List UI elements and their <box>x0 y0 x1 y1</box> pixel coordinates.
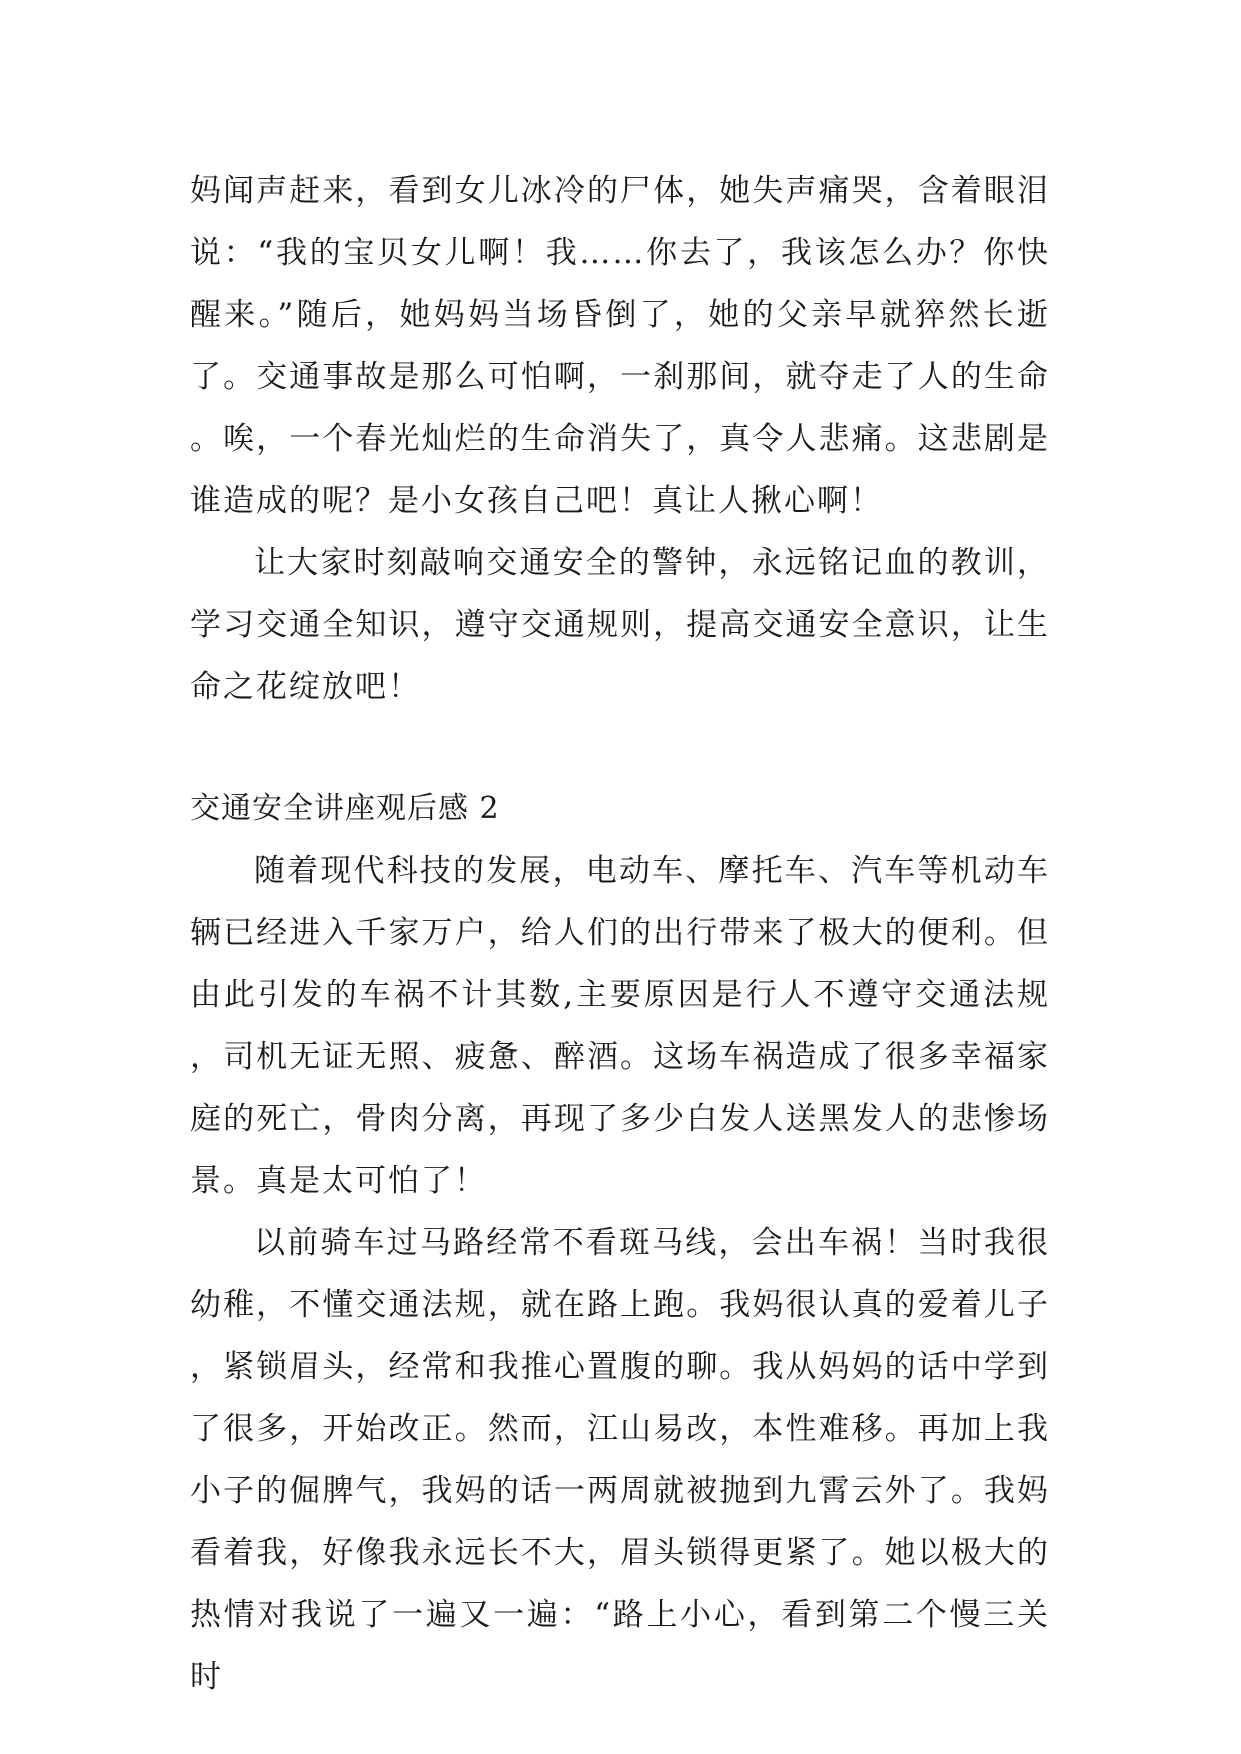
section-title: 交通安全讲座观后感 2 <box>190 791 500 826</box>
paragraph-closing: 让大家时刻敲响交通安全的警钟，永远铭记血的教训，学习交通全知识，遵守交通规则，提高交通安全意识，让生命之花绽放吧！ <box>190 545 1050 705</box>
paragraph-2: 以前骑车过马路经常不看斑马线，会出车祸！当时我很幼稚，不懂交通法规，就在路上跑。我妈很认真的爱着儿子，紧锁眉头，经常和我推心置腹的聊。我从妈妈的话中学到了很多，开始改正。然而，江山易改，本性难移。再加上我小子的倔脾气，我妈的话一两周就被抛到九霄云外了。我妈看着我，好像我永远长不大，眉头锁得更紧了。她以极大的热情对我说了一遍又一遍：“路上小心，看到第二个慢三关时 <box>190 1225 1050 1695</box>
document-body <box>190 160 1050 1708</box>
paragraph-continued: 妈闻声赶来，看到女儿冰冷的尸体，她失声痛哭，含着眼泪说：“我的宝贝女儿啊！我……你去了，我该怎么办？你快醒来。”随后，她妈妈当场昏倒了，她的父亲早就猝然长逝了。交通事故是那么可怕啊，一刹那间，就夺走了人的生命。唉，一个春光灿烂的生命消失了，真令人悲痛。这悲剧是谁造成的呢？是小女孩自己吧！真让人揪心啊！ <box>190 173 1050 519</box>
paragraph-1: 随着现代科技的发展，电动车、摩托车、汽车等机动车辆已经进入千家万户，给人们的出行带来了极大的便利。但由此引发的车祸不计其数,主要原因是行人不遵守交通法规，司机无证无照、疲惫、醉酒。这场车祸造成了很多幸福家庭的死亡，骨肉分离，再现了多少白发人送黑发人的悲惨场景。真是太可怕了！ <box>190 853 1050 1199</box>
